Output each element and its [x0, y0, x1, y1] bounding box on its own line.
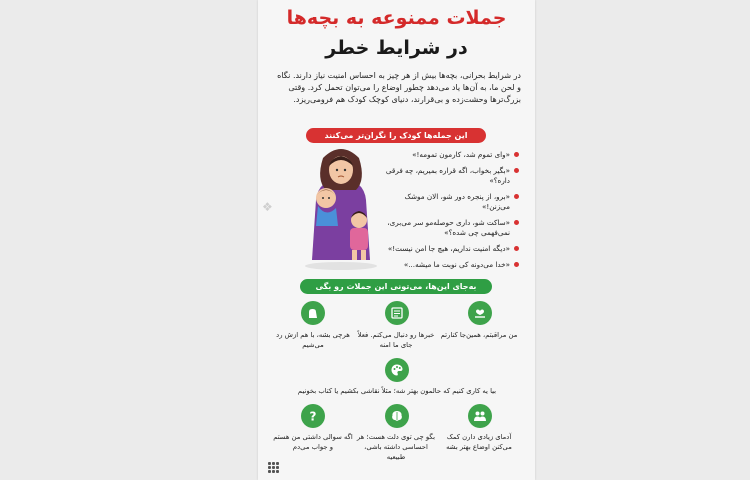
- alternative-caption: خبرها رو دنبال می‌کنم. فعلاً جای ما امنه: [357, 331, 435, 349]
- alternative-caption: من مراقبتم، همین‌جا کنارتم: [440, 331, 518, 339]
- people-icon: [468, 404, 492, 428]
- watermark-icon: ❖: [262, 200, 273, 214]
- red-bullet-icon: [514, 246, 519, 251]
- forbidden-section-header: این جمله‌ها کودک را نگران‌تر می‌کنند: [306, 128, 486, 143]
- list-item: «دیگه امنیت نداریم، هیچ جا امن نیست!»: [381, 244, 519, 254]
- heart-hand-icon: [468, 301, 492, 325]
- list-item: «خدا می‌دونه کی نوبت ما میشه...»: [381, 260, 519, 270]
- red-bullet-icon: [514, 152, 519, 157]
- red-bullet-icon: [514, 194, 519, 199]
- alternative-caption: آدمای زیادی دارن کمک می‌کنن اوضاع بهتر بشه: [446, 433, 512, 451]
- brain-icon: [385, 404, 409, 428]
- alternative-caption: هرچی بشه، با هم ازش رد می‌شیم: [276, 331, 350, 349]
- red-bullet-icon: [514, 262, 519, 267]
- palette-icon: [385, 358, 409, 382]
- poster-subtitle: در شرایط خطر: [325, 37, 468, 59]
- red-bullet-icon: [514, 220, 519, 225]
- grid-logo-icon: [268, 462, 280, 474]
- infographic-poster: [258, 0, 535, 480]
- alternative-caption: بگو چی توی دلت هست؛ هر احساسی داشته باشی، طبیعیه: [356, 433, 436, 461]
- list-item: «وای تموم شد، کارمون تمومه!»: [381, 150, 519, 160]
- alternative-caption: اگه سوالی داشتی من هستم و جواب می‌دم: [273, 433, 353, 451]
- alternatives-section-header: به‌جای این‌ها، می‌تونی این جملات رو بگی: [300, 279, 492, 294]
- alternative-caption: بیا یه کاری کنیم که حالمون بهتر شه؛ مثلاً نقاشی بکشیم یا کتاب بخونیم: [297, 387, 497, 395]
- question-icon: [301, 404, 325, 428]
- list-item: «برو، از پنجره دور شو، الان موشک می‌زنن!»: [381, 192, 519, 212]
- mother-children-illustration: [296, 140, 386, 270]
- list-item: «ساکت شو، داری حوصله‌مو سر می‌بری، نمی‌فهمی چی شده؟»: [381, 218, 519, 238]
- red-bullet-icon: [514, 168, 519, 173]
- forbidden-list: [381, 150, 519, 276]
- news-icon: [385, 301, 409, 325]
- svg-text:?: ?: [309, 409, 317, 423]
- poster-title: جملات ممنوعه به بچه‌ها: [286, 7, 507, 29]
- intro-paragraph: در شرایط بحرانی، بچه‌ها بیش از هر چیز به احساس امنیت نیاز دارند. نگاه و لحن ما، به آن‌ها یاد می‌دهد چطور اوضاع را می‌توان تحمل کرد. وقتی بزرگ‌ترها وحشت‌زده و بی‌قرارند، دنیای کوچک کودک هم فرومی‌ریزد.: [277, 71, 521, 104]
- hands-icon: [301, 301, 325, 325]
- list-item: «بگیر بخواب، اگه قراره بمیریم، چه فرقی داره؟»: [381, 166, 519, 186]
